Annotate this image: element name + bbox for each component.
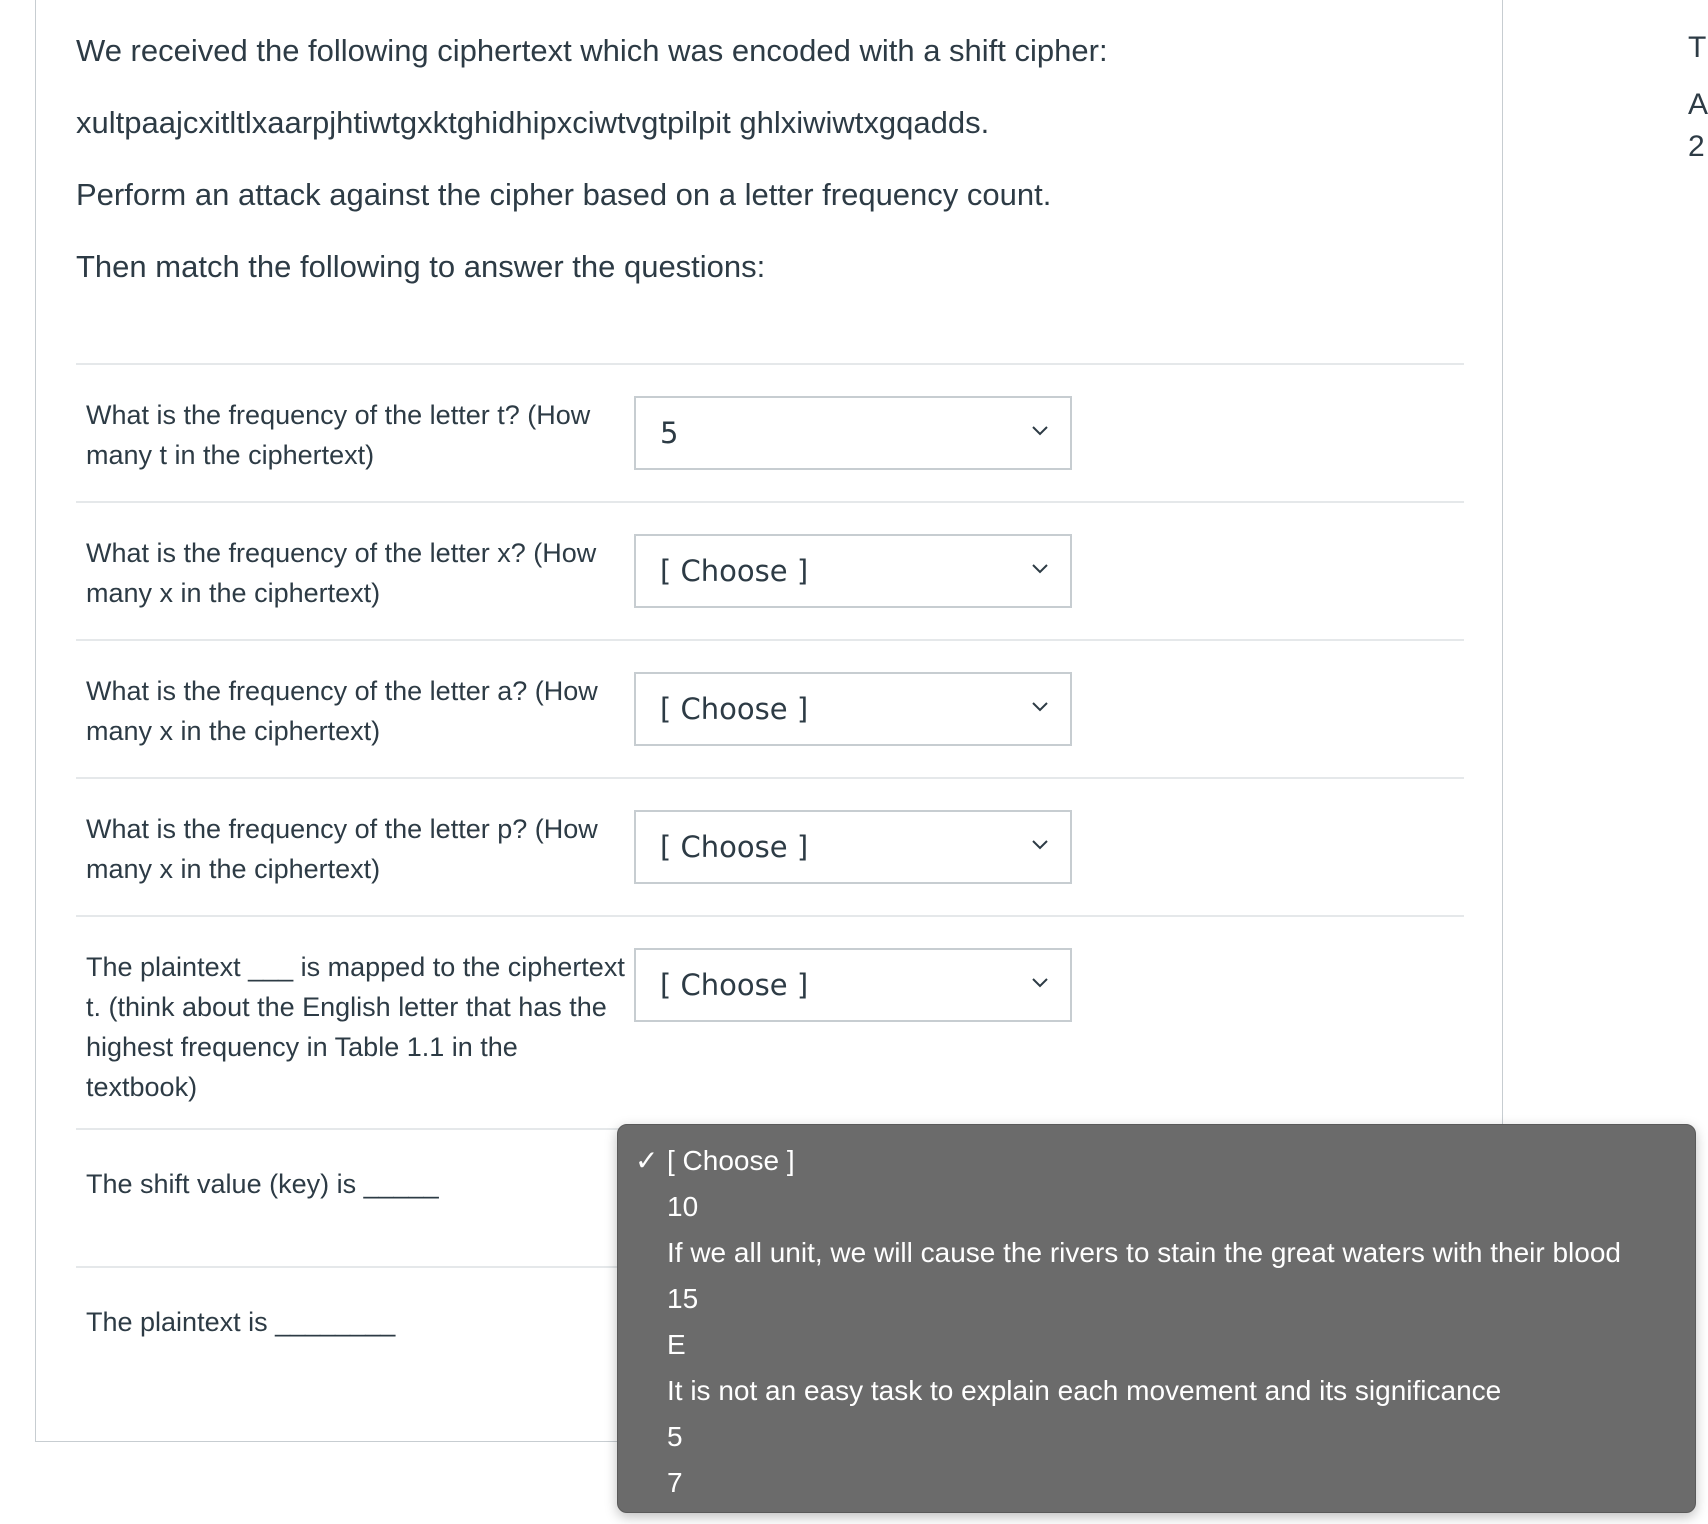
question-1-select[interactable] (634, 396, 1072, 470)
divider (76, 501, 1464, 503)
dropdown-option[interactable]: If we all unit, we will cause the rivers to stain the great waters with their blood (667, 1237, 1621, 1268)
prompt-match: Then match the following to answer the questions: (76, 249, 766, 284)
question-4-selected: [ Choose ] (660, 830, 809, 864)
chevron-down-icon (1030, 973, 1050, 993)
question-7-label: The plaintext is ________ (86, 1307, 396, 1337)
dropdown-option[interactable]: 7 (667, 1467, 683, 1498)
prompt-instruction: Perform an attack against the cipher based on a letter frequency count. (76, 177, 1052, 212)
dropdown-option[interactable]: 15 (667, 1283, 699, 1314)
prompt-intro: We received the following ciphertext which was encoded with a shift cipher: (76, 33, 1108, 68)
dropdown-menu[interactable] (617, 1124, 1696, 1513)
question-2-selected: [ Choose ] (660, 554, 809, 588)
dropdown-option[interactable]: 5 (667, 1421, 683, 1452)
question-5-label: The plaintext ___ is mapped to the ciphertext t. (think about the English letter that has the highest frequency in Table 1.1 in the textbook) (86, 952, 625, 1102)
divider (76, 639, 1464, 641)
dropdown-option[interactable]: E (667, 1329, 686, 1360)
side-fragment: A (1688, 88, 1708, 121)
question-5-selected: [ Choose ] (660, 968, 809, 1002)
divider (76, 777, 1464, 779)
ciphertext: xultpaajcxitltlxaarpjhtiwtgxktghidhipxciwtvgtpilpit ghlxiwiwtxgqadds. (76, 105, 990, 140)
question-1-selected: 5 (660, 416, 679, 450)
chevron-down-icon (1030, 835, 1050, 855)
question-3-label: What is the frequency of the letter a? (How many x in the ciphertext) (86, 676, 598, 746)
question-4-label: What is the frequency of the letter p? (How many x in the ciphertext) (86, 814, 598, 884)
question-6-label: The shift value (key) is _____ (86, 1169, 439, 1199)
side-fragment: 2 (1688, 130, 1705, 163)
check-icon: ✓ (635, 1145, 659, 1176)
question-3-selected: [ Choose ] (660, 692, 809, 726)
question-3-select[interactable] (634, 672, 1072, 746)
question-5-select[interactable] (634, 948, 1072, 1022)
question-1-label: What is the frequency of the letter t? (How many t in the ciphertext) (86, 400, 591, 470)
chevron-down-icon (1030, 559, 1050, 579)
side-fragment: T (1688, 31, 1707, 64)
chevron-down-icon (1030, 697, 1050, 717)
dropdown-option[interactable]: It is not an easy task to explain each movement and its significance (667, 1375, 1502, 1406)
question-2-select[interactable] (634, 534, 1072, 608)
chevron-down-icon (1030, 421, 1050, 441)
dropdown-option[interactable]: [ Choose ] (667, 1145, 795, 1176)
question-4-select[interactable] (634, 810, 1072, 884)
divider (76, 363, 1464, 365)
question-2-label: What is the frequency of the letter x? (How many x in the ciphertext) (86, 538, 597, 608)
dropdown-option[interactable]: 10 (667, 1191, 699, 1222)
divider (76, 915, 1464, 917)
